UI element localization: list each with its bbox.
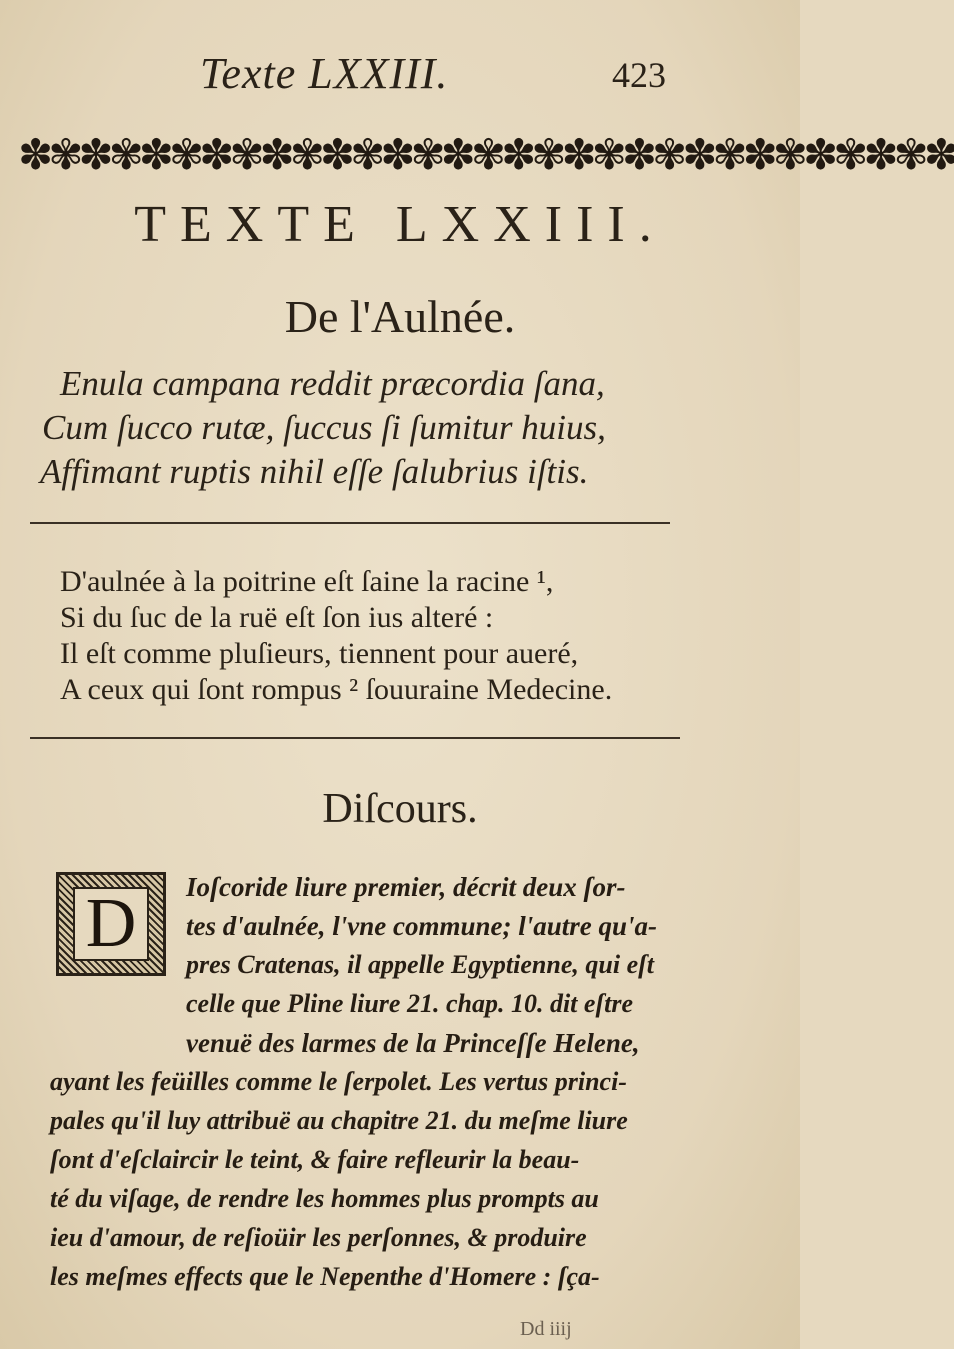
drop-cap-letter: D (73, 887, 149, 961)
latin-verse-line: Affimant ruptis nihil eſſe ſalubrius iſtis. (40, 452, 589, 491)
prose-line: les meſmes effects que le Nepenthe d'Homere : ſça- (50, 1262, 600, 1291)
running-title: Texte LXXIII. (200, 49, 449, 98)
prose-line: ſont d'eſclaircir le teint, & faire refleurir la beau- (50, 1145, 580, 1174)
french-verse-line: Il eſt comme pluſieurs, tiennent pour aueré, (60, 637, 579, 670)
french-verse (60, 564, 760, 708)
prose-line: pales qu'il luy attribuë au chapitre 21. du meſme liure (50, 1106, 628, 1135)
latin-verse-line: Cum ſucco rutæ, ſuccus ſi ſumitur huius, (42, 408, 606, 447)
prose-line: ayant les feüilles comme le ſerpolet. Les vertus princi- (50, 1067, 627, 1096)
french-verse-line: Si du ſuc de la ruë eſt ſon ius alteré : (60, 601, 494, 634)
divider-rule (30, 737, 680, 739)
drop-cap-ornament (56, 872, 166, 976)
prose-line: tes d'aulnée, l'vne commune; l'autre qu'a- (186, 911, 657, 941)
signature-mark: Dd iiij (520, 1318, 572, 1340)
latin-verse-line: Enula campana reddit præcordia ſana, (60, 364, 605, 403)
latin-verse (40, 362, 760, 494)
discours-title: Diſcours. (322, 786, 478, 832)
french-verse-line: D'aulnée à la poitrine eſt ſaine la racine ¹, (60, 565, 554, 598)
prose-line: celle que Pline liure 21. chap. 10. dit eſtre (186, 989, 633, 1018)
prose-line: té du viſage, de rendre les hommes plus prompts au (50, 1184, 599, 1213)
page-number: 423 (612, 55, 666, 95)
section-title: TEXTE LXXIII. (134, 196, 666, 253)
prose-line: pres Cratenas, il appelle Egyptienne, qui eſt (186, 950, 654, 979)
divider-rule (30, 522, 670, 524)
section-subtitle: De l'Aulnée. (284, 291, 516, 342)
prose-line: ieu d'amour, de reſioüir les perſonnes, & produire (50, 1223, 587, 1252)
french-verse-line: A ceux qui ſont rompus ² ſouuraine Medecine. (60, 673, 613, 706)
ornamental-band: ✽✾✽✾✽✾✽✾✽✾✽✾✽✾✽✾✽✾✽✾✽✾✽✾✽✾✽✾✽✾✽ (18, 133, 954, 179)
running-head (0, 48, 800, 98)
prose-line: Ioſcoride liure premier, décrit deux ſor- (186, 872, 626, 902)
prose-line: venuë des larmes de la Princeſſe Helene, (186, 1028, 640, 1058)
